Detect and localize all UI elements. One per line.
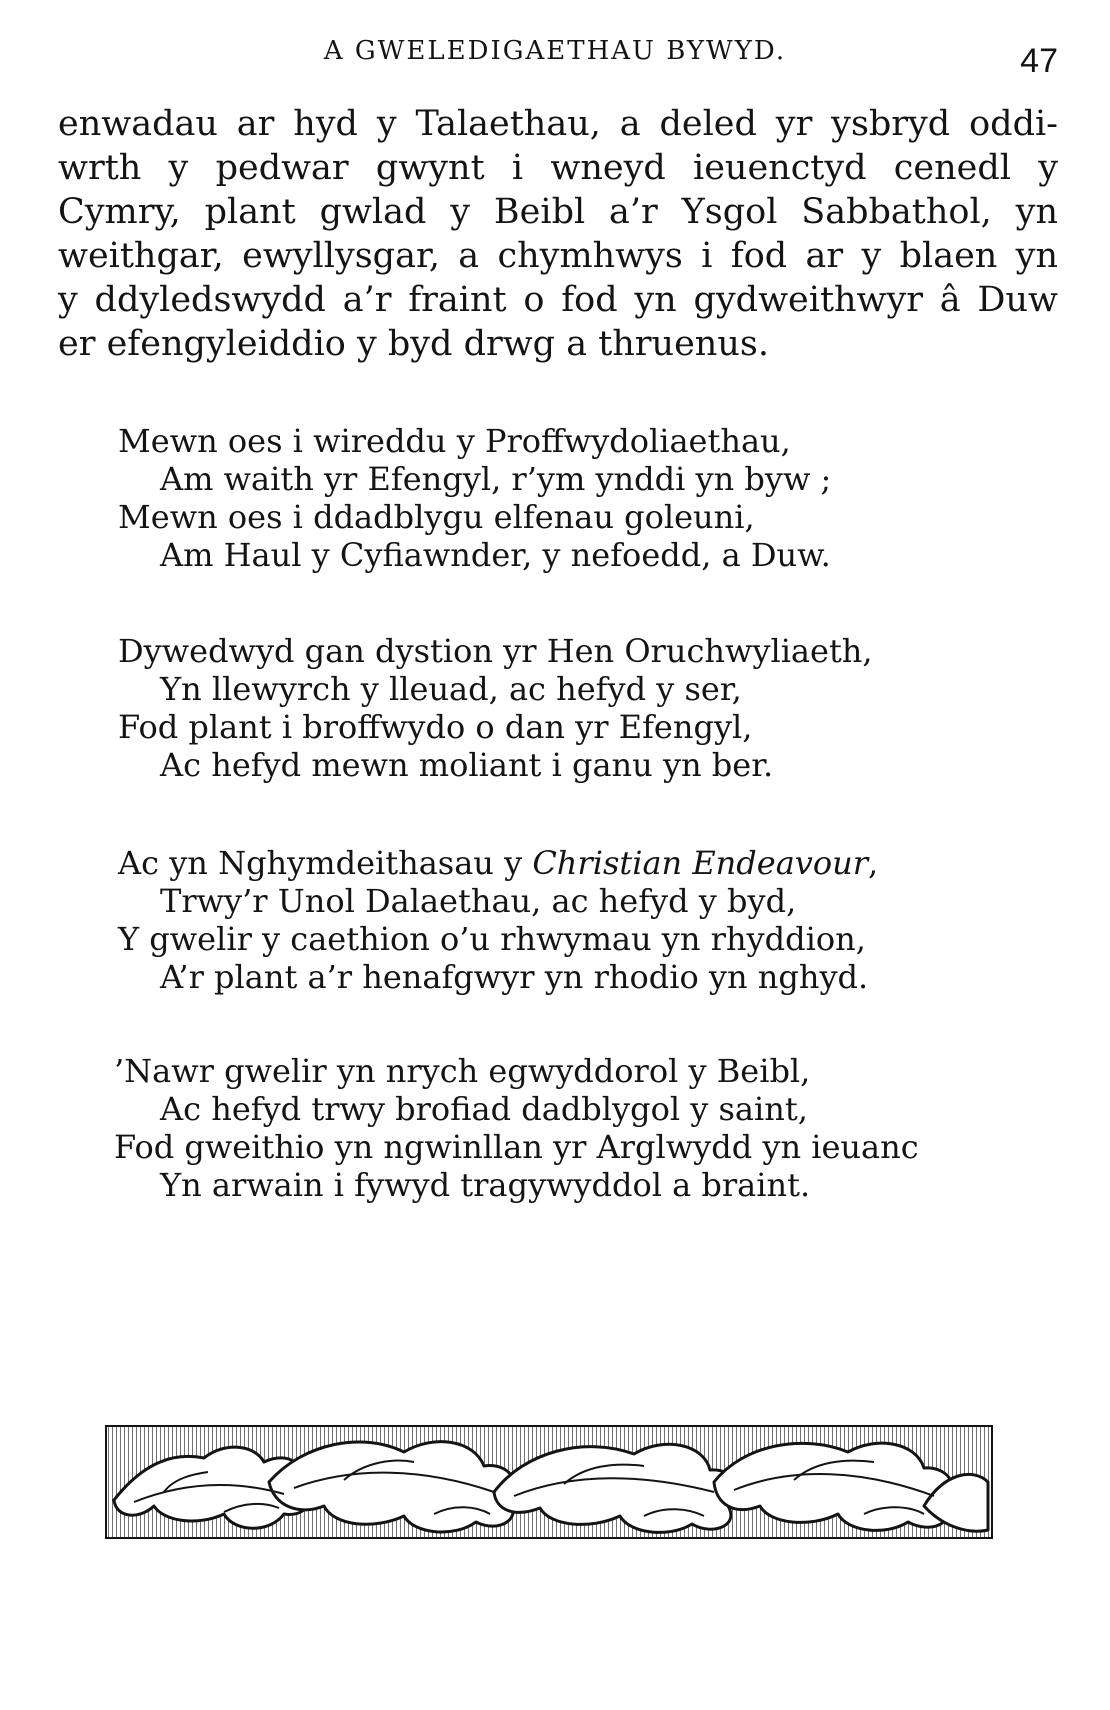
poem-line: Ac hefyd trwy brofiad dadblygol y saint, [160, 1090, 808, 1128]
prose-line: enwadau ar hyd y Talaethau, a deled yr ysbryd oddi- [58, 104, 1058, 144]
poem-stanza-3 [118, 844, 1038, 996]
poem-line: Fod gweithio yn ngwinllan yr Arglwydd yn ieuanc [114, 1128, 919, 1166]
poem-line: Yn llewyrch y lleuad, ac hefyd y ser, [160, 670, 742, 708]
poem-line: Yn arwain i fywyd tragywyddol a braint. [160, 1166, 811, 1204]
poem-line-prefix: Ac yn Nghymdeithasau y [118, 844, 533, 882]
prose-line: er efengyleiddio y byd drwg a thruenus. [58, 324, 769, 364]
page-number: 47 [1020, 42, 1058, 80]
prose-line: y ddyledswydd a’r fraint o fod yn gydweithwyr â Duw [58, 280, 1058, 320]
poem-line: Y gwelir y caethion o’u rhwymau yn rhyddion, [118, 920, 866, 958]
prose-paragraph [58, 102, 1058, 366]
poem-italic-phrase: Christian Endeavour [532, 844, 869, 882]
prose-line: weithgar, ewyllysgar, a chymhwys i fod ar y blaen yn [58, 236, 1058, 276]
poem-stanza-4 [114, 1052, 1038, 1204]
poem-line: Dywedwyd gan dystion yr Hen Oruchwyliaeth, [118, 632, 873, 670]
prose-line: wrth y pedwar gwynt i wneyd ieuenctyd cenedl y [58, 148, 1058, 188]
poem-stanza-1 [118, 422, 1038, 574]
poem-line: A’r plant a’r henafgwyr yn rhodio yn nghyd. [160, 958, 869, 996]
poem-line: Mewn oes i ddadblygu elfenau goleuni, [118, 498, 755, 536]
poem-stanza-2 [118, 632, 1038, 784]
poem-line: Am Haul y Cyfiawnder, y nefoedd, a Duw. [160, 536, 831, 574]
poem-line: Mewn oes i wireddu y Proffwydoliaethau, [118, 422, 791, 460]
poem-line: Ac hefyd mewn moliant i ganu yn ber. [160, 746, 774, 784]
poem-line: Trwy’r Unol Dalaethau, ac hefyd y byd, [160, 882, 797, 920]
poem-line: ’Nawr gwelir yn nrych egwyddorol y Beibl, [114, 1052, 811, 1090]
poem-line [118, 844, 1038, 882]
prose-line: Cymry, plant gwlad y Beibl a’r Ysgol Sabbathol, yn [58, 192, 1058, 232]
poem-line-suffix: , [868, 844, 879, 882]
acanthus-border-ornament-icon [104, 1422, 994, 1544]
running-head-title: A GWELEDIGAETHAU BYWYD. [323, 36, 787, 66]
poem-line: Am waith yr Efengyl, r’ym ynddi yn byw ; [160, 460, 832, 498]
poem-line: Fod plant i broffwydo o dan yr Efengyl, [118, 708, 753, 746]
